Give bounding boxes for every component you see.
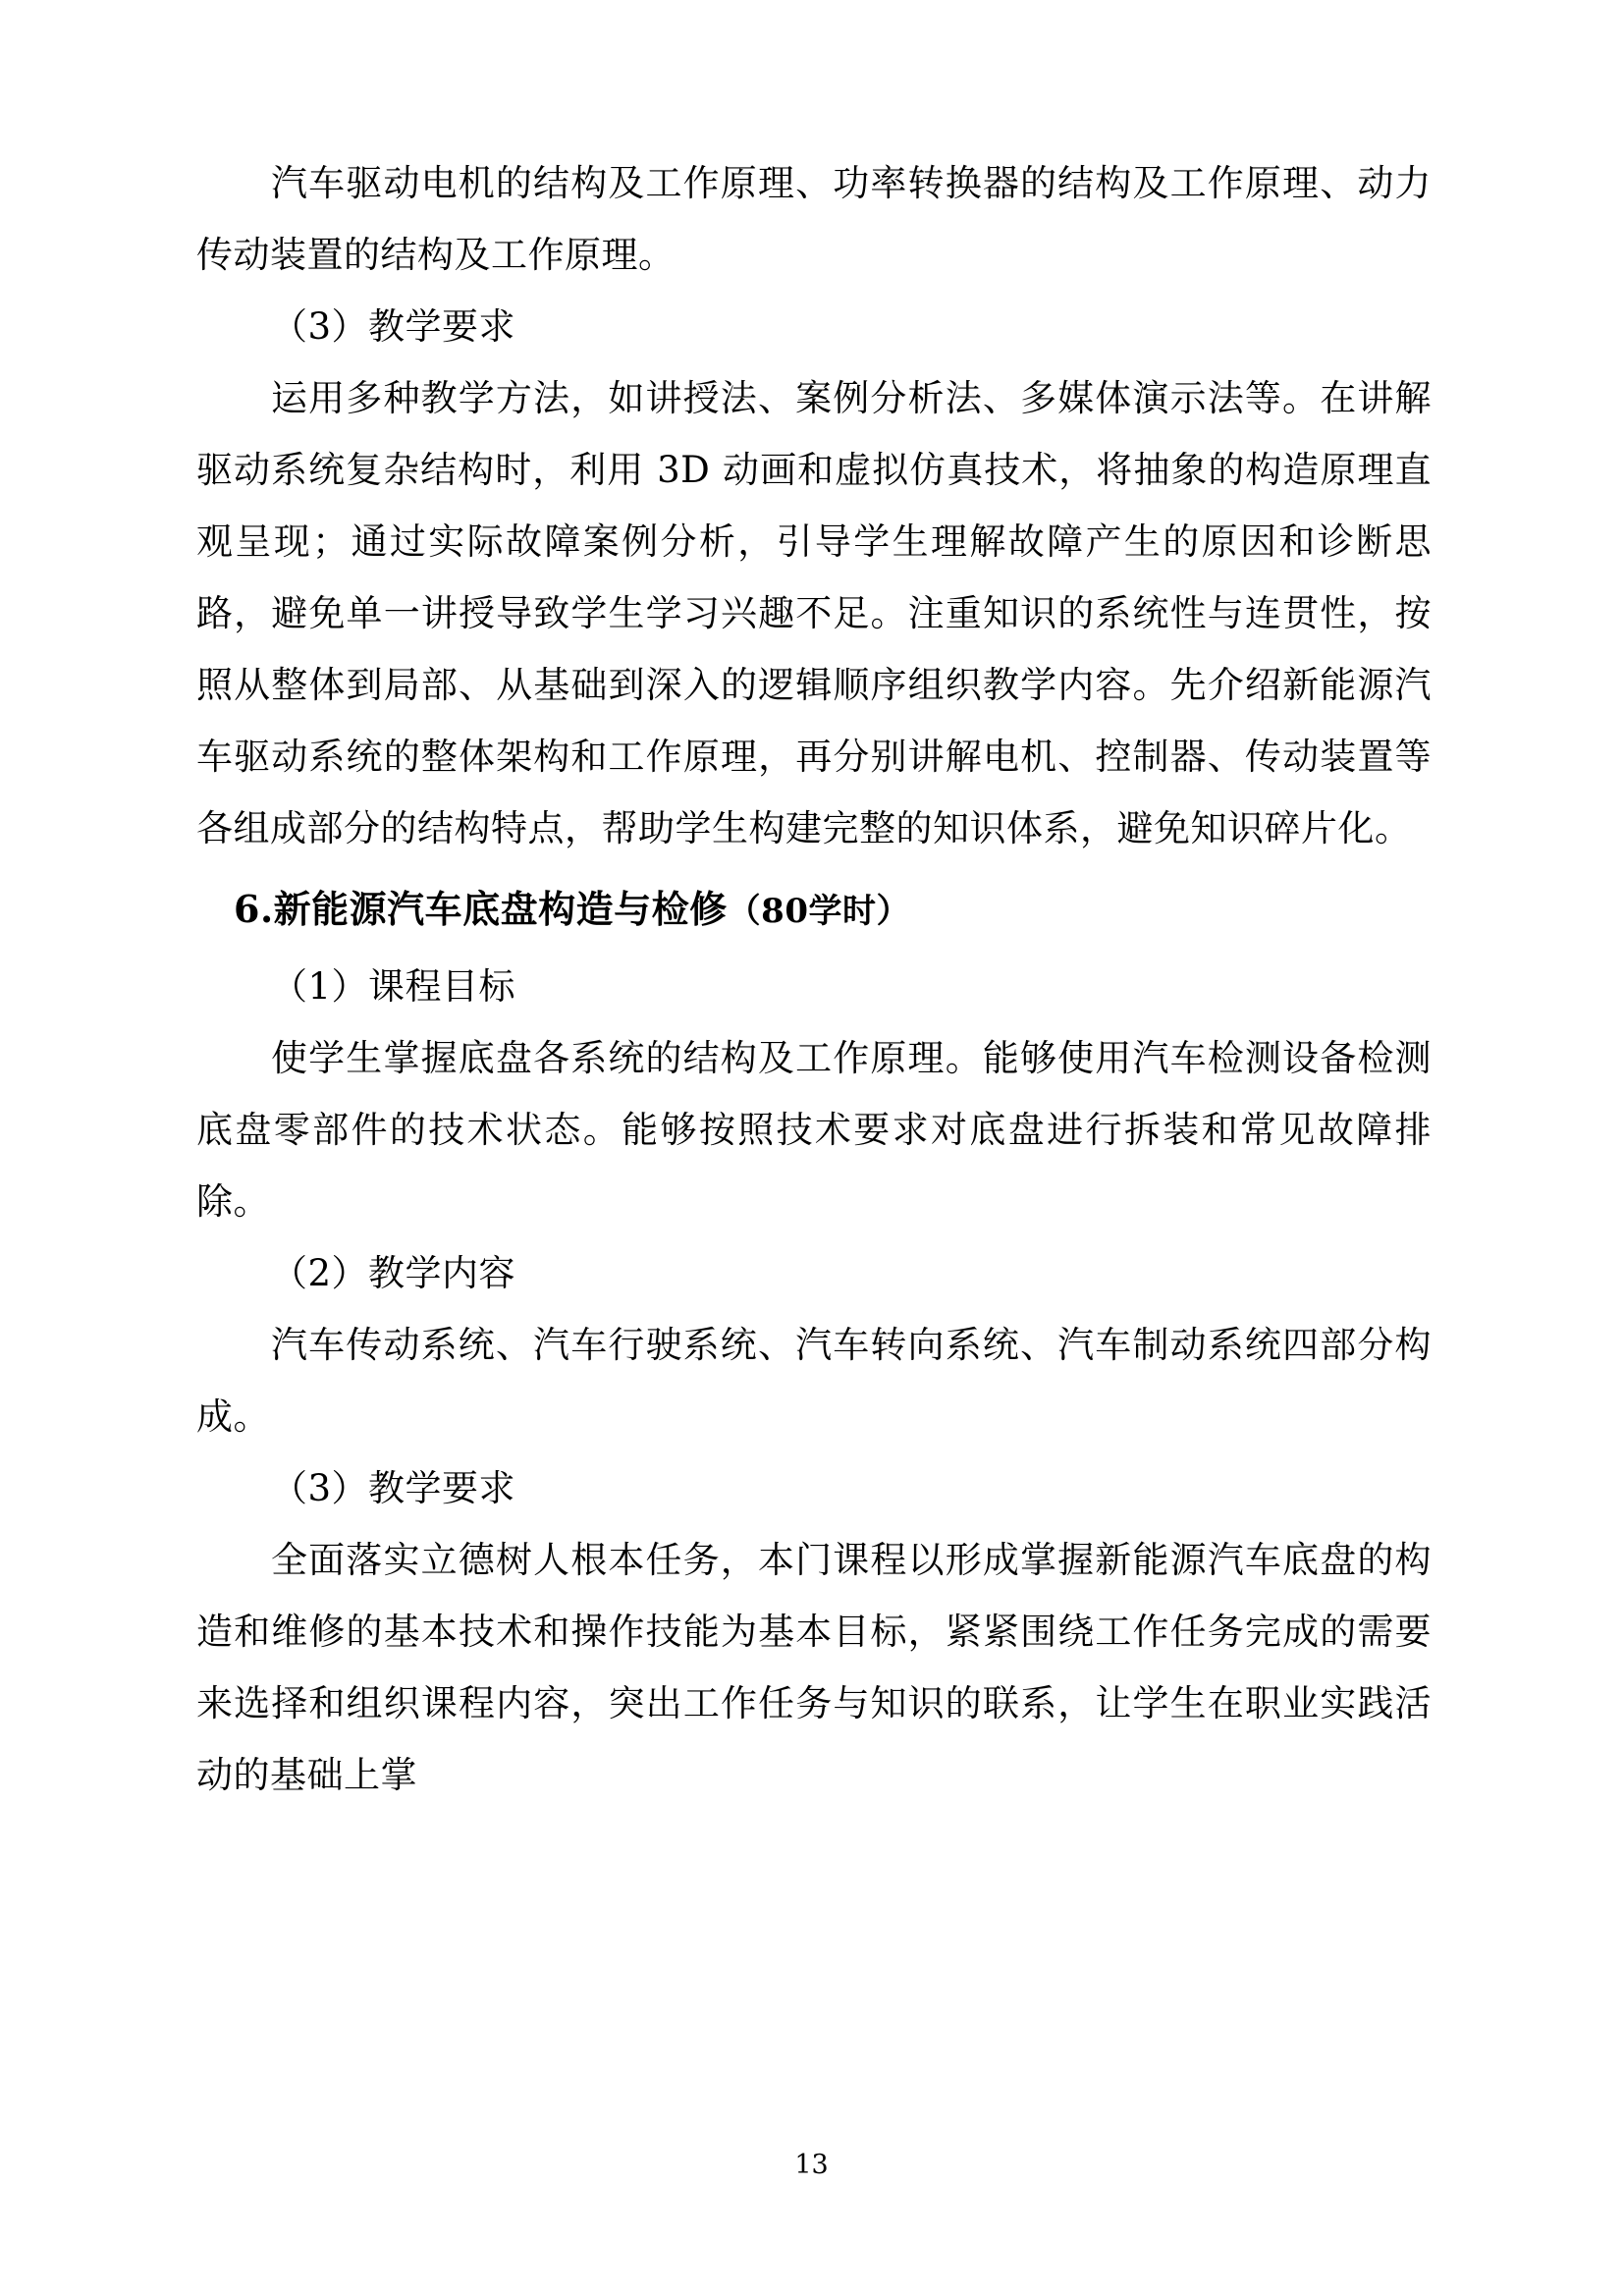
paragraph-drive-motor-structure: 汽车驱动电机的结构及工作原理、功率转换器的结构及工作原理、动力传动装置的结构及工作原理。 — [196, 162, 1432, 276]
page-number: 13 — [794, 2150, 829, 2180]
paragraph-teaching-requirement-body-2: 全面落实立德树人根本任务，本门课程以形成掌握新能源汽车底盘的构造和维修的基本技术和操作技能为基本目标，紧紧围绕工作任务完成的需要来选择和组织课程内容，突出工作任务与知识的联系，让学生在职业实践活动的基础上掌 — [196, 1539, 1432, 1796]
paragraph-teaching-requirement-label-2: （3）教学要求 — [271, 1467, 516, 1509]
paragraph-teaching-requirement-label-1: （3）教学要求 — [271, 305, 516, 348]
paragraph-course-objective-body: 使学生掌握底盘各系统的结构及工作原理。能够使用汽车检测设备检测底盘零部件的技术状态。能够按照技术要求对底盘进行拆装和常见故障排除。 — [196, 1037, 1432, 1223]
paragraph-course-objective-label: （1）课程目标 — [271, 965, 516, 1008]
paragraph-teaching-requirement-body-1: 运用多种教学方法，如讲授法、案例分析法、多媒体演示法等。在讲解驱动系统复杂结构时，利用 3D 动画和虚拟仿真技术，将抽象的构造原理直观呈现；通过实际故障案例分析，引导学生理解故障产生的原因和诊断思路，避免单一讲授导致学生学习兴趣不足。注重知识的系统性与连贯性，按照从整体到局部、从基础到深入的逻辑顺序组织教学内容。先介绍新能源汽车驱动系统的整体架构和工作原理，再分别讲解电机、控制器、传动装置等各组成部分的结构特点，帮助学生构建完整的知识体系，避免知识碎片化。 — [196, 377, 1432, 849]
section-heading-chassis — [196, 870, 1432, 951]
paragraph-teaching-content-body: 汽车传动系统、汽车行驶系统、汽车转向系统、汽车制动系统四部分构成。 — [196, 1324, 1432, 1438]
document-body — [196, 147, 1432, 1811]
section-heading-hours: （80学时） — [727, 892, 910, 931]
section-heading-title: 6.新能源汽车底盘构造与检修 — [234, 887, 728, 931]
paragraph-teaching-content-label: （2）教学内容 — [271, 1252, 516, 1294]
